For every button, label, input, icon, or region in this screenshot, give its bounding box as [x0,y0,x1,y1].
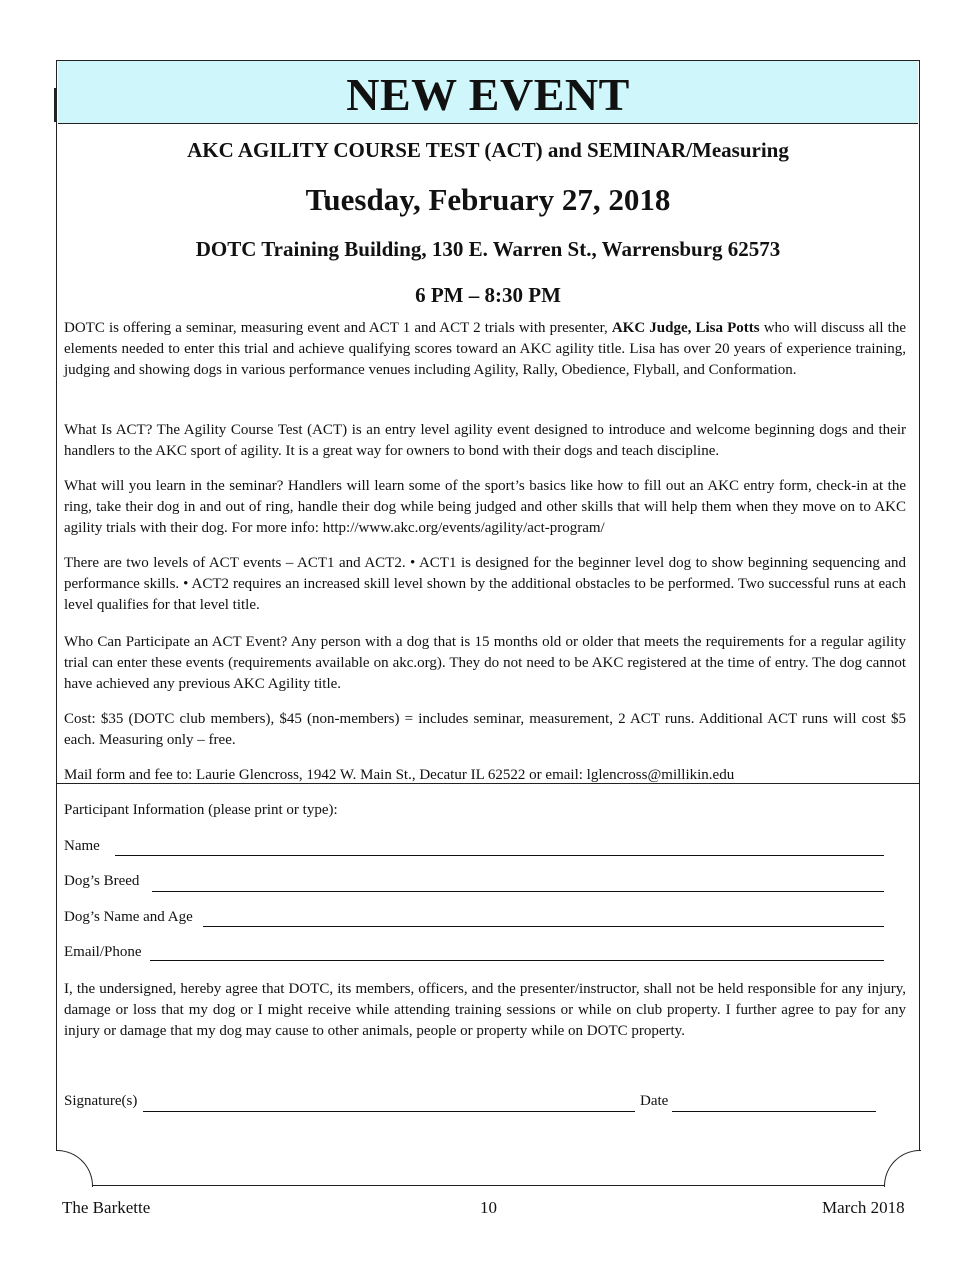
breed-field[interactable] [152,891,884,892]
who-paragraph: Who Can Participate an ACT Event? Any person with a dog that is 15 months old or older that meets the requirements for a regular agility trial can enter these events (requirements available on akc.org). They do not need to be AKC registered at the time of entry. The dog cannot have achieved any previous AKC Agility title. [64,634,906,692]
what-is-paragraph: What Is ACT? The Agility Course Test (ACT) is an entry level agility event designed to introduce and welcome beginning dogs and their handlers to the AKC sport of agility. It is a great way for owners to bond with their dogs and teach discipline. [64,422,906,459]
waiver-paragraph: I, the undersigned, hereby agree that DOTC, its members, officers, and the presenter/instructor, shall not be held responsible for any injury, damage or loss that my dog or I might receive while attending training sessions or while on club property. I further agree to pay for any injury or damage that my dog may cause to other animals, people or property while on DOTC property. [64,981,906,1039]
participant-heading: Participant Information (please print or type): [64,802,338,818]
intro-paragraph [64,318,906,381]
mail-paragraph: Mail form and fee to: Laurie Glencross, 1942 W. Main St., Decatur IL 62522 or email: lglencross@millikin.edu [64,767,735,783]
event-time: 6 PM – 8:30 PM [415,283,561,307]
event-subtitle: AKC AGILITY COURSE TEST (ACT) and SEMINAR/Measuring [187,138,789,162]
date-label: Date [640,1093,669,1109]
email-field[interactable] [150,960,884,961]
name-field[interactable] [115,855,884,856]
footer-publication: The Barkette [62,1198,151,1217]
form-divider [56,783,920,784]
intro-text-start: DOTC is offering a seminar, measuring event and ACT 1 and ACT 2 trials with presenter, [64,320,612,336]
event-date: Tuesday, February 27, 2018 [305,182,671,217]
date-field[interactable] [672,1111,876,1112]
presenter-name: AKC Judge, Lisa Potts [611,320,760,336]
signature-label: Signature(s) [64,1093,138,1109]
name-label: Name [64,838,100,854]
dog-name-field[interactable] [203,926,884,927]
dog-name-label: Dog’s Name and Age [64,909,193,925]
banner-title: NEW EVENT [346,68,630,120]
email-label: Email/Phone [64,944,142,960]
footer-page-number: 10 [480,1198,497,1217]
levels-paragraph: There are two levels of ACT events – ACT1 and ACT2. • ACT1 is designed for the beginner level dog to show beginning sequencing and performance skills. • ACT2 requires an increased skill level shown by the additional obstacles to be performed. Two successful runs at each level qualifies for that level title. [64,555,906,613]
event-venue: DOTC Training Building, 130 E. Warren St., Warrensburg 62573 [195,237,781,261]
footer-issue: March 2018 [822,1198,905,1217]
frame-tick [54,88,56,122]
breed-label: Dog’s Breed [64,873,140,889]
cost-paragraph: Cost: $35 (DOTC club members), $45 (non-members) = includes seminar, measurement, 2 ACT runs. Additional ACT runs will cost $5 each. Measuring only – free. [64,711,906,748]
title-banner [58,61,918,124]
signature-field[interactable] [143,1111,635,1112]
learn-paragraph: What will you learn in the seminar? Handlers will learn some of the sport’s basics like how to fill out an AKC entry form, check-in at the ring, take their dog in and out of ring, handle their dog while being judged and other skills that will help them when they move on to AKC agility trials with their dog. For more info: http://www.akc.org/events/agility/act-program/ [64,478,906,536]
intro-text-end: who will discuss all the elements needed to enter this trial and achieve qualifying scores toward an AKC agility title. Lisa has over 20 years of experience training, judging and showing dogs in various performance venues including Agility, Rally, Obedience, Flyball, and Conformation. [64,320,906,378]
